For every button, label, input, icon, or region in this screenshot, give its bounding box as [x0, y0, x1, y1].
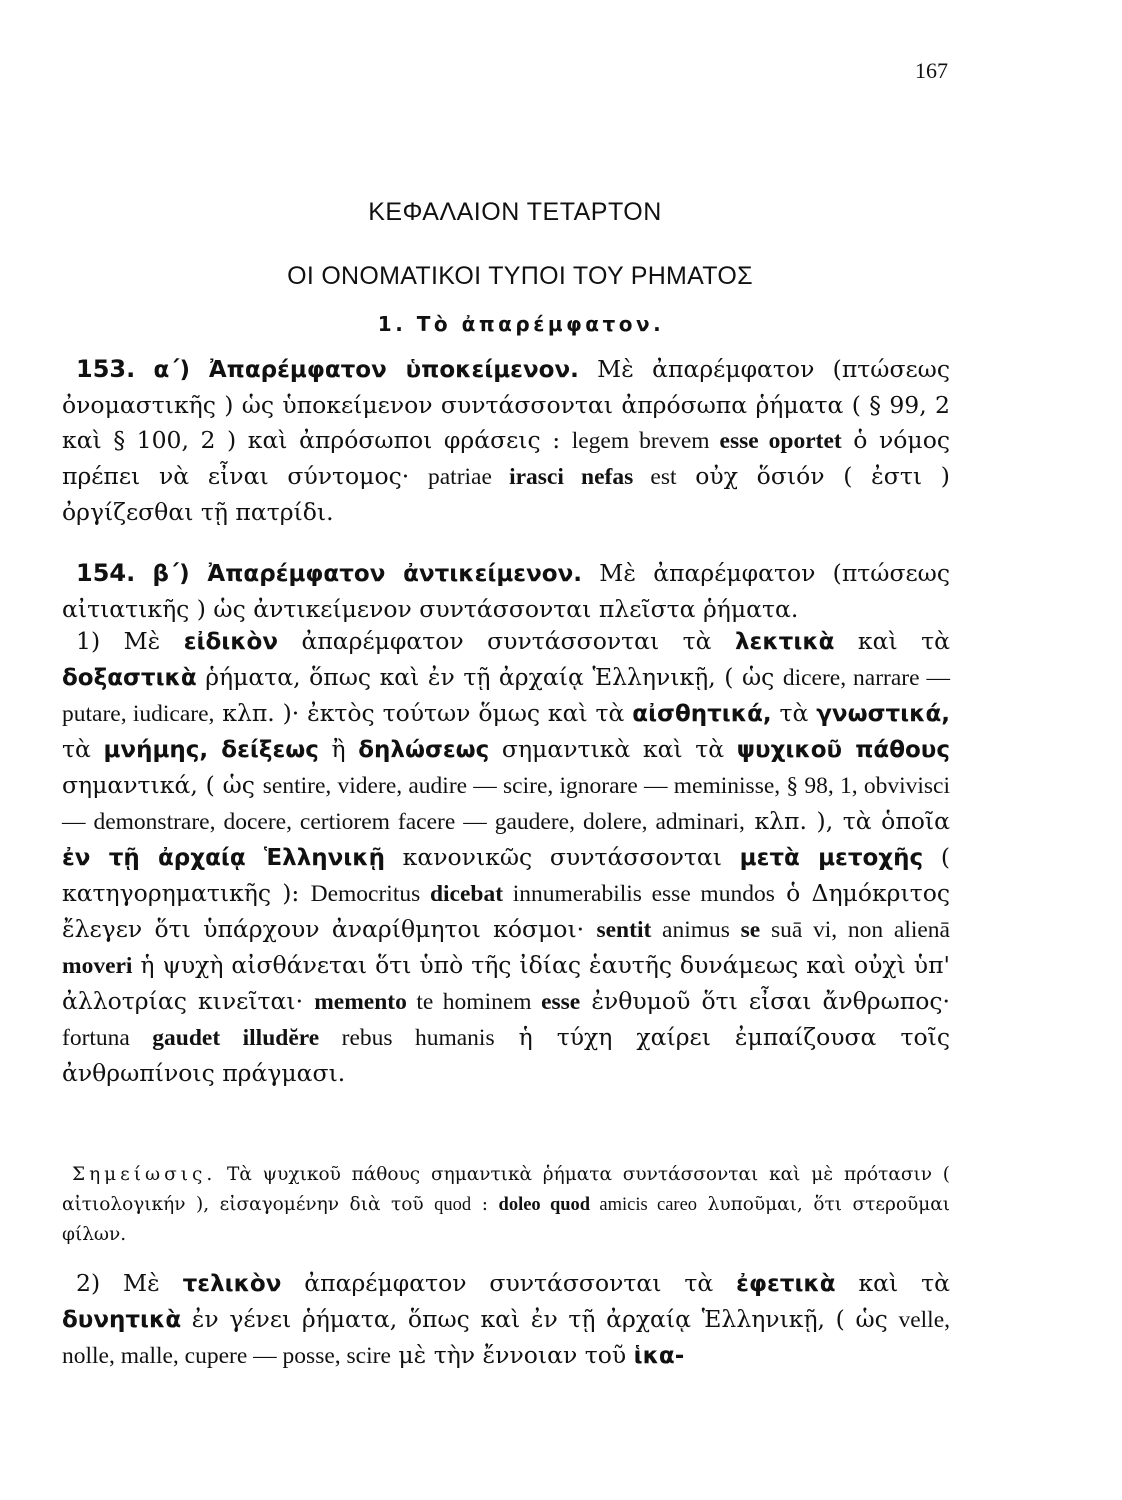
latin-bold-text: sentit	[596, 917, 652, 943]
chapter-subtitle: ΟΙ ΟΝΟΜΑΤΙΚΟΙ ΤΥΠΟΙ ΤΟΥ ΡΗΜΑΤΟΣ	[287, 262, 753, 290]
paragraph-text: Μὲ ἀπαρέμφατον (πτώσεως ὀνομαστικῆς ) ὡς ὑποκείμενον συντάσσονται ἀπρόσωπα ῥήματα ( § 99, 2 καὶ § 100, 2 ) καὶ ἀπρόσωποι φράσεις :	[62, 355, 950, 454]
latin-text: legem brevem	[571, 428, 720, 454]
latin-bold-text: dicebat	[429, 881, 504, 907]
bold-term: δοξαστικὰ	[62, 665, 197, 691]
bold-term: λεκτικὰ	[734, 629, 835, 655]
latin-bold-text: moveri	[62, 953, 133, 979]
latin-text: fortuna	[62, 1025, 153, 1051]
bold-term: δηλώσεως	[358, 737, 490, 763]
latin-text: animus	[651, 917, 741, 943]
subsection-text: 2) Μὲ	[76, 1269, 183, 1297]
subsection-text: ἀπαρέμφατον συντάσσονται τὰ	[278, 627, 735, 655]
note-text: λυποῦμαι, ὅτι στεροῦμαι φίλων.	[62, 1194, 950, 1245]
bold-term: τελικὸν	[182, 1271, 282, 1297]
subsection-text: σημαντικά, ( ὡς	[62, 771, 263, 799]
subsection-text: κανονικῶς συντάσσονται	[384, 843, 740, 871]
latin-text: Democritus	[310, 881, 430, 907]
latin-text: te hominem	[406, 989, 542, 1015]
subsection-text: ( κατηγορηματικῆς ):	[62, 843, 951, 907]
paragraph-text: Μὲ ἀπαρέμφατον (πτώσεως αἰτιατικῆς ) ὡς ἀντικείμενον συντάσσονται πλεῖστα ῥήματα.	[62, 559, 950, 623]
subsection-text: ὁ Δημόκριτος ἔλεγεν ὅτι ὑπάρχουν ἀναρίθμητοι κόσμοι·	[62, 879, 951, 943]
latin-bold-text: irasci nefas	[509, 464, 634, 490]
bold-term: γνωστικά,	[816, 701, 951, 727]
subsection-text: ἐν γένει ῥήματα, ὅπως καὶ ἐν τῇ ἀρχαίᾳ Ἑλληνικῇ, ( ὡς	[181, 1305, 899, 1333]
subsection-text: καὶ τὰ	[834, 627, 950, 655]
latin-text: rebus humanis	[319, 1025, 495, 1051]
latin-bold-text: doleo quod	[498, 1195, 591, 1215]
bold-term: ἐν τῇ ἀρχαίᾳ Ἑλληνικῇ	[62, 845, 385, 871]
subsection-text: μὲ τὴν ἔννοιαν τοῦ	[390, 1341, 634, 1369]
paragraph-number: 154.	[76, 559, 136, 587]
paragraph-text: οὐχ ὅσιόν ( ἐστι ) ὀργίζεσθαι τῇ πατρίδι.	[62, 462, 950, 526]
page-number: 167	[915, 58, 948, 83]
latin-text: sentire, videre, audire — scire, ignorare — meminisse, § 98, 1, obvivisci — demonstrare, docere, certiorem facere — gaudere, dolere, adminari,	[62, 773, 951, 835]
latin-text: quod	[434, 1195, 472, 1215]
subsection-text: σημαντικὰ καὶ τὰ	[489, 735, 737, 763]
subsection-text: ῥήματα, ὅπως καὶ ἐν τῇ ἀρχαίᾳ Ἑλληνικῇ, ( ὡς	[196, 663, 783, 691]
bold-term: μετὰ μετοχῆς	[739, 845, 924, 871]
latin-text: velle, nolle, malle, cupere — posse, scire	[62, 1307, 950, 1369]
latin-bold-text: esse oportet	[719, 428, 842, 454]
latin-text: amicis careo	[590, 1195, 698, 1215]
note-text: :	[471, 1194, 499, 1215]
latin-text: patriae	[427, 464, 510, 490]
bold-term: ἱκα-	[633, 1343, 685, 1369]
latin-text: innumerabilis esse mundos	[503, 881, 775, 907]
chapter-title: ΚΕΦΑΛΑΙΟΝ ΤΕΤΑΡΤΟΝ	[368, 198, 662, 226]
latin-bold-text: gaudet illudĕre	[152, 1025, 320, 1051]
subsection-text: τὰ	[62, 735, 104, 763]
note-label: Σημείωσις.	[72, 1164, 217, 1185]
paragraph-heading: β΄) Ἀπαρέμφατον ἀντικείμενον.	[152, 561, 582, 587]
latin-text: dicere, narrare — putare, iudicare,	[62, 665, 950, 727]
subsection-text: ἐνθυμοῦ ὅτι εἶσαι ἄνθρωπος·	[580, 987, 951, 1015]
bold-term: εἰδικὸν	[183, 629, 279, 655]
latin-text: est	[633, 464, 677, 490]
subsection-2	[62, 1266, 950, 1374]
paragraph-heading: α΄) Ἀπαρέμφατον ὑποκείμενον.	[153, 357, 579, 383]
paragraph-number: 153.	[76, 355, 136, 383]
bold-term: μνήμης, δείξεως	[103, 737, 319, 763]
latin-bold-text: memento	[314, 989, 407, 1015]
note-text: Τὰ ψυχικοῦ πάθους σημαντικὰ ῥήματα συντάσσονται καὶ μὲ πρότασιν ( αἰτιολογικήν ), εἰσαγομένην διὰ τοῦ	[62, 1164, 950, 1215]
bold-term: αἰσθητικά,	[632, 701, 772, 727]
section-title: 1. Τὸ ἀπαρέμφατον.	[377, 312, 665, 336]
subsection-1	[62, 624, 950, 1091]
paragraph-text: ὁ νόμος πρέπει νὰ εἶναι σύντομος·	[62, 426, 950, 490]
subsection-text: ἀπαρέμφατον συντάσσονται τὰ	[281, 1269, 737, 1297]
paragraph-154	[62, 556, 950, 627]
subsection-text: 1) Μὲ	[76, 627, 184, 655]
note-block	[62, 1160, 950, 1250]
paragraph-153	[62, 352, 950, 530]
bold-term: ψυχικοῦ πάθους	[736, 737, 950, 763]
bold-term: δυνητικὰ	[62, 1307, 182, 1333]
subsection-text: καὶ τὰ	[835, 1269, 950, 1297]
latin-bold-text: esse	[541, 989, 581, 1015]
subsection-text: ἡ τύχη χαίρει ἐμπαίζουσα τοῖς ἀνθρωπίνοις πράγμασι.	[62, 1023, 950, 1087]
latin-bold-text: se	[740, 917, 761, 943]
subsection-text: τὰ	[771, 699, 817, 727]
bold-term: ἐφετικὰ	[736, 1271, 836, 1297]
subsection-text: ἢ	[318, 735, 359, 763]
subsection-text: κλπ. )· ἐκτὸς τούτων ὅμως καὶ τὰ	[214, 699, 633, 727]
subsection-text: ἡ ψυχὴ αἰσθάνεται ὅτι ὑπὸ τῆς ἰδίας ἑαυτῆς δυνάμεως καὶ οὐχὶ ὑπ' ἀλλοτρίας κινεῖται·	[62, 951, 950, 1015]
latin-text: suā vi, non alienā	[760, 917, 950, 943]
subsection-text: κλπ. ), τὰ ὁποῖα	[744, 807, 950, 835]
